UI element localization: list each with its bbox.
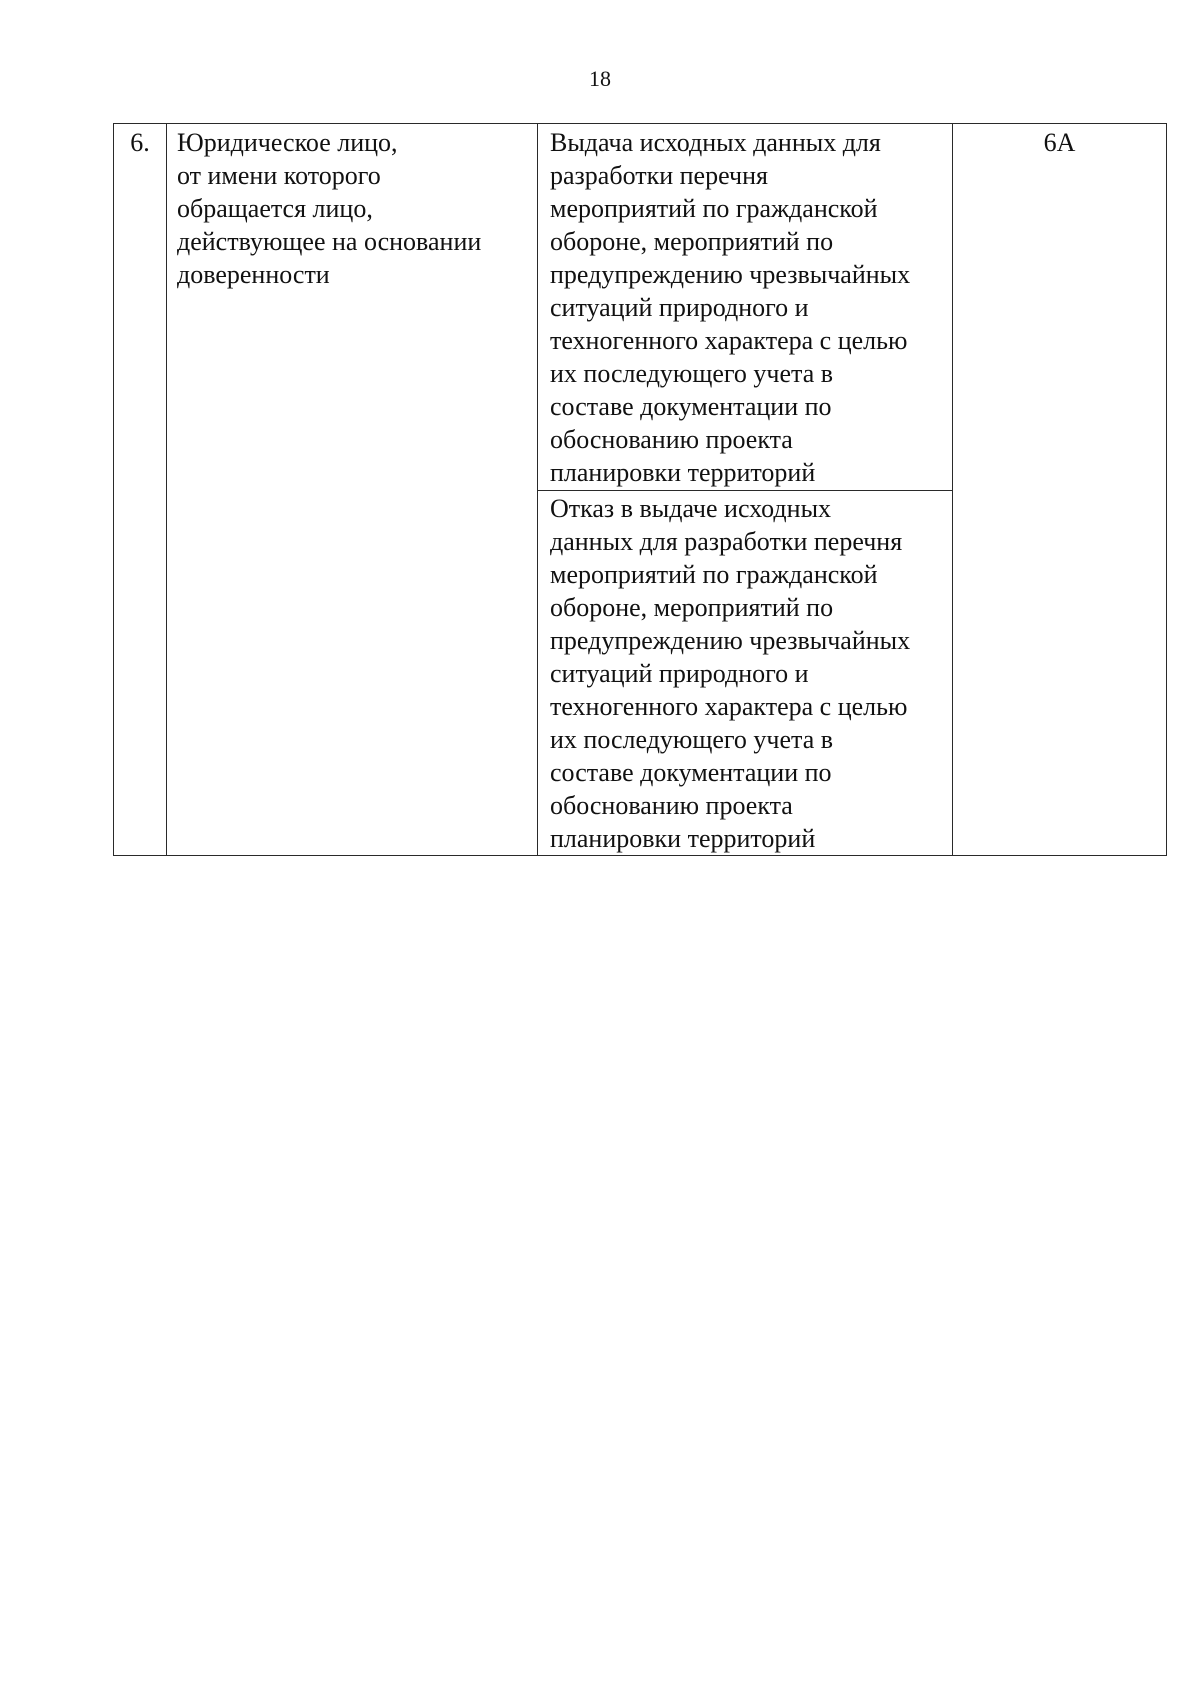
code-cell	[953, 124, 1167, 856]
document-table	[113, 123, 1167, 856]
applicant-line: от имени которого	[177, 161, 381, 190]
page-number: 18	[589, 66, 611, 91]
result-line: их последующего учета в	[550, 359, 834, 388]
result-line: разработки перечня	[550, 161, 768, 190]
result-cell-refusal	[538, 491, 953, 856]
result-line: ситуаций природного и	[550, 293, 809, 322]
result-cell-issue	[538, 124, 953, 491]
result-line: обоснованию проекта	[550, 425, 793, 454]
result-line: техногенного характера с целью	[550, 692, 908, 721]
result-line: Отказ в выдаче исходных	[550, 494, 832, 523]
result-line: техногенного характера с целью	[550, 326, 908, 355]
result-line: составе документации по	[550, 758, 832, 787]
result-line: мероприятий по гражданской	[550, 560, 878, 589]
row-number-cell	[114, 124, 167, 856]
row-number: 6.	[130, 128, 150, 157]
result-line: Выдача исходных данных для	[550, 128, 881, 157]
result-code: 6А	[1043, 128, 1076, 157]
result-line: их последующего учета в	[550, 725, 834, 754]
applicant-cell	[167, 124, 538, 856]
result-line: обороне, мероприятий по	[550, 227, 834, 256]
applicant-line: действующее на основании	[177, 227, 482, 256]
applicant-line: доверенности	[177, 260, 330, 289]
result-line: планировки территорий	[550, 824, 816, 853]
result-line: данных для разработки перечня	[550, 527, 903, 556]
result-line: планировки территорий	[550, 458, 816, 487]
result-line: обоснованию проекта	[550, 791, 793, 820]
result-line: предупреждению чрезвычайных	[550, 260, 911, 289]
result-line: мероприятий по гражданской	[550, 194, 878, 223]
result-line: предупреждению чрезвычайных	[550, 626, 911, 655]
result-line: ситуаций природного и	[550, 659, 809, 688]
table-row	[114, 124, 1167, 491]
applicant-line: Юридическое лицо,	[177, 128, 398, 157]
applicant-line: обращается лицо,	[177, 194, 373, 223]
result-line: составе документации по	[550, 392, 832, 421]
result-line: обороне, мероприятий по	[550, 593, 834, 622]
